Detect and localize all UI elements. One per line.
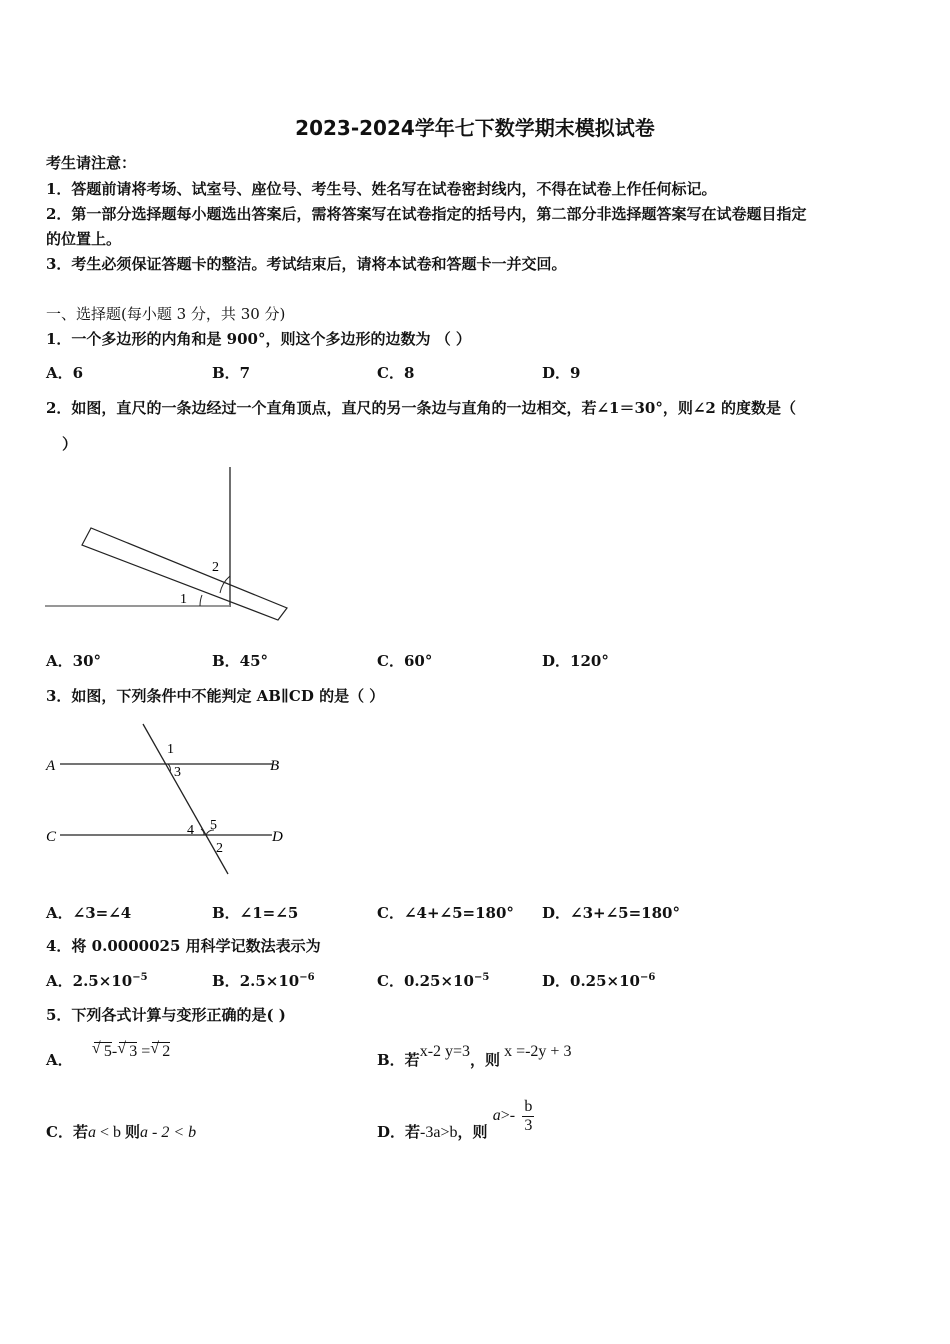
q1-option-a: A．6 — [46, 364, 84, 382]
q2-option-a: A．30° — [46, 652, 102, 670]
q1-option-c: C．8 — [377, 364, 415, 382]
q2-stem-end: ） — [62, 435, 78, 453]
q3-label-b: B — [270, 758, 280, 774]
q1-option-b: B．7 — [212, 364, 251, 382]
q3-label-1: 1 — [167, 742, 174, 757]
q3-label-3: 3 — [174, 765, 181, 780]
q3-option-d: D．∠3+∠5=180° — [542, 904, 680, 922]
q3-figure — [40, 716, 300, 882]
q3-option-b: B．∠1=∠5 — [212, 904, 299, 922]
q5-stem: 5．下列各式计算与变形正确的是( ) — [46, 1006, 286, 1024]
q2-option-b: B．45° — [212, 652, 269, 670]
q2-stem: 2．如图，直尺的一条边经过一个直角顶点，直尺的另一条边与直角的一边相交，若∠1＝30°，则∠2 的度数是（ — [46, 399, 797, 417]
q3-option-c: C．∠4+∠5=180° — [377, 904, 514, 922]
q3-label-5: 5 — [210, 818, 217, 833]
q3-option-a: A．∠3=∠4 — [46, 904, 132, 922]
q2-label-1: 1 — [180, 592, 187, 607]
q1-option-d: D．9 — [542, 364, 581, 382]
q5-option-c: C．若a < b 则a - 2 < b — [46, 1123, 197, 1141]
q2-figure — [40, 462, 300, 632]
q5-option-a: A． √ 5-√ 3 =√ 2 — [46, 1040, 170, 1061]
q3-label-d: D — [272, 829, 283, 845]
page-title: 2023-2024学年七下数学期末模拟试卷 — [295, 116, 655, 140]
q3-stem: 3．如图，下列条件中不能判定 AB∥CD 的是（ ） — [46, 687, 385, 705]
q4-option-a: A．$2.5\times 10^{-5}$ — [46, 972, 148, 990]
q4-stem: 4．将 0.0000025 用科学记数法表示为 — [46, 937, 321, 955]
q3-label-2: 2 — [216, 841, 223, 856]
q5-option-b: B．若x-2 y=3，则 x =-2y + 3 — [377, 1043, 572, 1069]
notice-item-2-cont: 的位置上。 — [46, 230, 122, 248]
q5-option-d: D．若-3a>b，则 a>- $\frac{b}{3}$ — [377, 1098, 533, 1141]
q2-option-d: D．120° — [542, 652, 609, 670]
q2-label-2: 2 — [212, 560, 219, 575]
q4-option-b: B．$2.5\times 10^{-6}$ — [212, 972, 315, 990]
q2-option-c: C．60° — [377, 652, 433, 670]
notice-item-3: 3．考生必须保证答题卡的整洁。考试结束后，请将本试卷和答题卡一并交回。 — [46, 255, 567, 273]
q4-option-d: D．$0.25\times 10^{-6}$ — [542, 972, 656, 990]
notice-item-1: 1．答题前请将考场、试室号、座位号、考生号、姓名写在试卷密封线内，不得在试卷上作任何标记。 — [46, 180, 717, 198]
q1-stem: 1．一个多边形的内角和是 900°，则这个多边形的边数为 （ ） — [46, 330, 471, 348]
q3-label-4: 4 — [187, 823, 194, 838]
q2-angle1-arc — [200, 595, 202, 606]
section-heading: 一、选择题(每小题 3 分，共 30 分) — [46, 305, 286, 323]
q4-option-c: C．$0.25\times 10^{-5}$ — [377, 972, 490, 990]
notice-item-2: 2．第一部分选择题每小题选出答案后，需将答案写在试卷指定的括号内，第二部分非选择题答案写在试卷题目指定 — [46, 205, 807, 223]
notice-heading: 考生请注意： — [46, 154, 137, 172]
q3-label-a: A — [46, 758, 56, 774]
q3-label-c: C — [46, 829, 57, 845]
